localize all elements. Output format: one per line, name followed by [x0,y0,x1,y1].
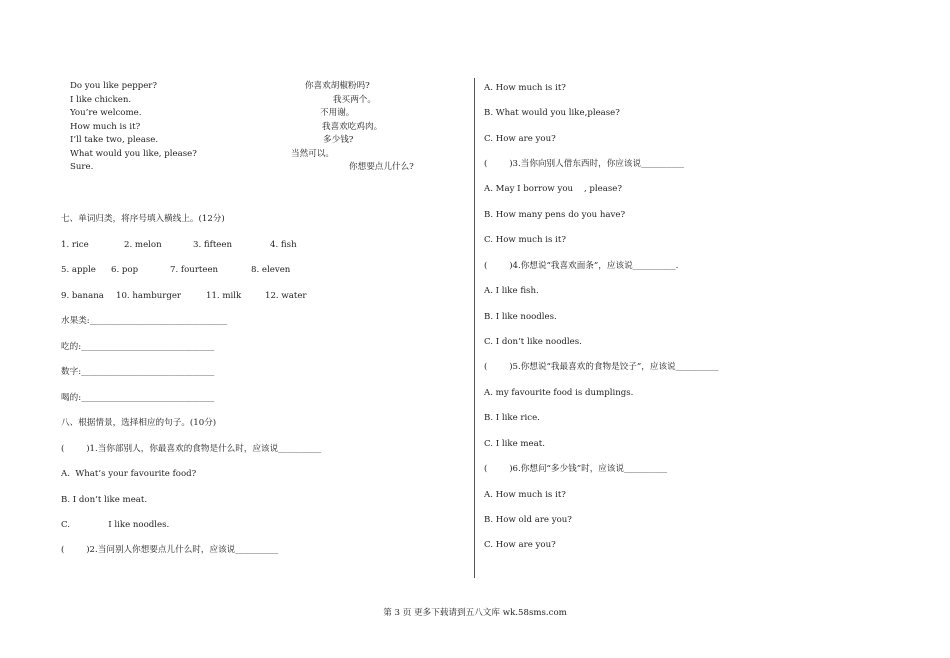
match-chinese-6: 当然可以。 [291,149,334,159]
match-english-6: What would you like, please? [70,149,197,159]
question-3-option-b: B. How many pens do you have? [484,210,626,220]
question-2-option-a: A. How much is it? [484,83,566,93]
section-8-title: 八、根据情景，选择相应的句子。(10分) [61,418,217,428]
word-6: 6. pop [111,265,139,275]
answer-blank[interactable]: ________________________________ [89,316,228,326]
question-4-option-b: B. I like noodles. [484,312,557,322]
word-9: 9. banana [61,291,104,301]
question-4-option-a: A. I like fish. [484,286,539,296]
question-2-stem: ( )2.当问别人你想要点儿什么时，应该说__________ [61,545,279,555]
question-1-option-b: B. I don’t like meat. [61,495,148,505]
category-numbers [61,367,214,378]
match-chinese-5: 多少钱? [323,135,354,145]
question-5-option-a: A. my favourite food is dumplings. [484,388,634,398]
answer-blank[interactable]: _______________________________ [81,393,215,403]
category-label: 数字: [61,367,82,377]
question-6-option-c: C. How are you? [484,540,556,550]
word-5: 5. apple [61,265,96,275]
match-english-3: You’re welcome. [70,108,142,118]
question-3-stem: ( )3.当你向别人借东西时，你应该说__________ [484,159,685,169]
word-8: 8. eleven [251,265,291,275]
section-7-title: 七、单词归类，将序号填入横线上。(12分) [61,214,225,224]
match-english-2: I like chicken. [70,95,132,105]
category-label: 水果类: [61,316,90,326]
question-1-stem: ( )1.当你部别人，你最喜欢的食物是什么时，应该说__________ [61,444,322,454]
word-4: 4. fish [270,240,297,250]
match-chinese-7: 你想要点儿什么? [349,162,414,172]
match-chinese-3: 不用谢。 [320,108,355,118]
word-2: 2. melon [124,240,162,250]
question-4-stem: ( )4.你想说“我喜欢面条”，应该说__________. [484,261,679,271]
match-chinese-1: 你喜欢胡椒粉吗? [305,81,370,91]
answer-blank[interactable]: _______________________________ [81,367,215,377]
word-3: 3. fifteen [193,240,233,250]
answer-blank[interactable]: _______________________________ [81,342,215,352]
category-fruit [61,316,227,327]
question-3-option-a: A. May I borrow you , please? [484,184,622,194]
question-2-option-c: C. How are you? [484,134,556,144]
question-1-option-a: A. What’s your favourite food? [61,469,197,479]
question-2-option-b: B. What would you like,please? [484,108,620,118]
question-3-option-c: C. How much is it? [484,235,566,245]
match-english-5: I’ll take two, please. [70,135,159,145]
category-label: 吃的: [61,342,82,352]
question-5-stem: ( )5.你想说“我最喜欢的食物是饺子”，应该说__________ [484,362,719,372]
word-11: 11. milk [206,291,242,301]
word-7: 7. fourteen [170,265,219,275]
category-drinks [61,393,214,404]
word-1: 1. rice [61,240,89,250]
column-divider [474,78,475,578]
match-english-7: Sure. [70,162,94,172]
category-label: 喝的: [61,393,82,403]
word-12: 12. water [265,291,307,301]
word-10: 10. hamburger [116,291,182,301]
question-6-option-a: A. How much is it? [484,490,566,500]
question-4-option-c: C. I don’t like noodles. [484,337,582,347]
match-english-4: How much is it? [70,122,141,132]
question-5-option-b: B. I like rice. [484,413,540,423]
question-6-stem: ( )6.你想问“多少钱”时，应该说__________ [484,464,668,474]
match-chinese-4: 我喜欢吃鸡肉。 [322,122,383,132]
question-1-option-c: C. I like noodles. [61,520,170,530]
match-chinese-2: 我买两个。 [333,95,376,105]
page-footer: 第 3 页 更多下载请到五八文库 wk.58sms.com [383,608,567,618]
question-5-option-c: C. I like meat. [484,439,545,449]
question-6-option-b: B. How old are you? [484,515,572,525]
match-english-1: Do you like pepper? [70,81,158,91]
category-food [61,342,214,353]
